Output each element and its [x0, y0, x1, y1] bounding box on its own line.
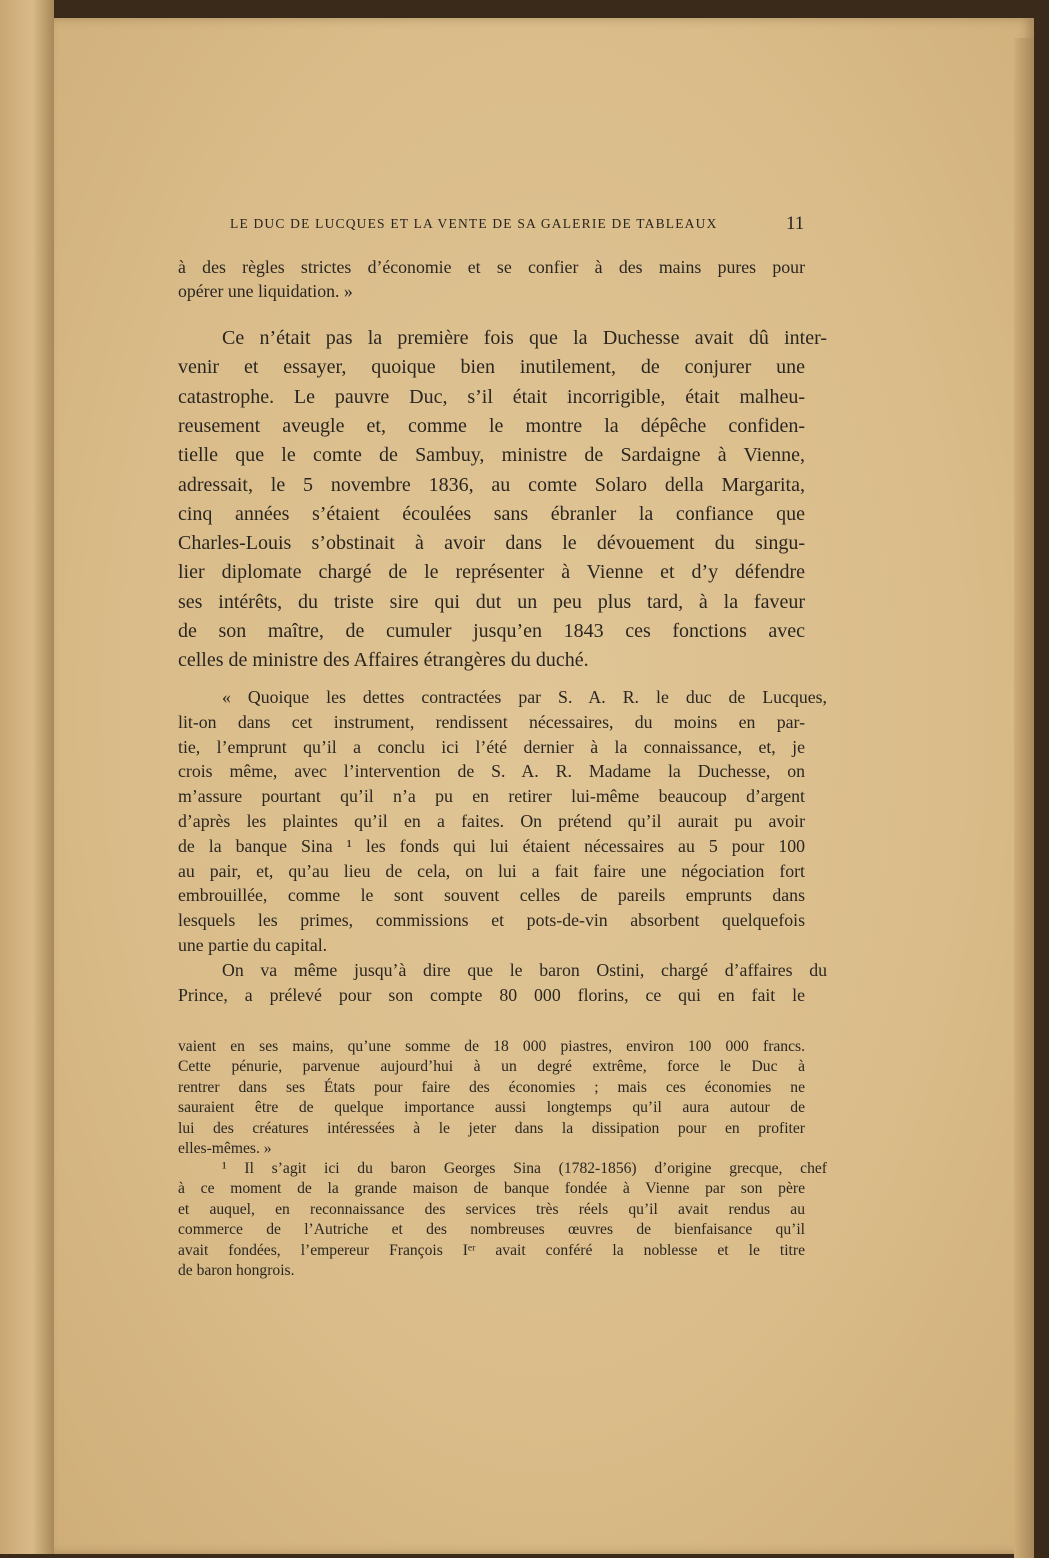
quoted-dispatch-line: tie, l’emprunt qu’il a conclu ici l’été dernier à la connaissance, et, je [178, 736, 805, 757]
body-paragraph-line: celles de ministre des Affaires étrangères du duché. [178, 649, 589, 672]
quoted-dispatch-line: lesquels les primes, commissions et pots-de-vin absorbent quelquefois [178, 910, 805, 931]
footnote-continuation-line: rentrer dans ses États pour faire des économies ; mais ces économies ne [178, 1078, 805, 1096]
quoted-dispatch-line: une partie du capital. [178, 935, 328, 955]
body-paragraph-line: adressait, le 5 novembre 1836, au comte Solaro della Margarita, [178, 473, 805, 496]
body-paragraph-line: venir et essayer, quoique bien inutilement, de conjurer une [178, 356, 805, 379]
quoted-dispatch-line: embrouillée, comme le sont souvent celles de pareils emprunts dans [178, 885, 805, 906]
quoted-dispatch-line: « Quoique les dettes contractées par S. A. R. le duc de Lucques, [222, 687, 827, 707]
body-paragraph-line: de son maître, de cumuler jusqu’en 1843 ces fonctions avec [178, 620, 805, 642]
paragraph-continuation-line: à des règles strictes d’économie et se confier à des mains pures pour [178, 257, 805, 277]
paragraph-continuation-line: opérer une liquidation. » [178, 281, 353, 302]
footnote-1-line: ¹ Il s’agit ici du baron Georges Sina (1782-1856) d’origine grecque, chef [222, 1160, 827, 1177]
quoted-dispatch-line: crois même, avec l’intervention de S. A. R. Madame la Duchesse, on [178, 761, 805, 782]
quoted-dispatch-line: m’assure pourtant qu’il n’a pu en retirer lui-même beaucoup d’argent [178, 786, 805, 807]
footnote-1-line: et auquel, en reconnaissance des services très réels qu’il avait rendus au [178, 1200, 805, 1218]
footnote-1-line: commerce de l’Autriche et des nombreuses œuvres de bienfaisance qu’il [178, 1221, 805, 1239]
footnote-1-line: à ce moment de la grande maison de banque fondée à Vienne par son père [178, 1180, 805, 1198]
quoted-dispatch-line: lit-on dans cet instrument, rendissent nécessaires, du moins en par- [178, 711, 805, 732]
body-paragraph-line: catastrophe. Le pauvre Duc, s’il était incorrigible, était malheu- [178, 385, 805, 408]
running-header: LE DUC DE LUCQUES ET LA VENTE DE SA GALERIE DE TABLEAUX [230, 216, 718, 231]
quoted-dispatch-line: d’après les plaintes qu’il en a faites. On prétend qu’il aurait pu avoir [178, 811, 805, 831]
footnote-1-line: de baron hongrois. [178, 1262, 295, 1279]
body-paragraph-ostini-line: On va même jusqu’à dire que le baron Ostini, chargé d’affaires du [222, 960, 827, 980]
body-paragraph-line: lier diplomate chargé de le représenter à Vienne et d’y défendre [178, 561, 805, 584]
footnote-continuation-line: sauraient être de quelque importance aussi longtemps qu’il aura autour de [178, 1099, 805, 1117]
page-edge [1014, 38, 1034, 1558]
footnote-continuation-line: elles-mêmes. » [178, 1140, 272, 1157]
body-paragraph-line: Charles-Louis s’obstinait à avoir dans le dévouement du singu- [178, 532, 805, 555]
footnote-1-line: avait fondées, l’empereur François Iᵉʳ avait conféré la noblesse et le titre [178, 1241, 805, 1259]
body-paragraph-line: Ce n’était pas la première fois que la Duchesse avait dû inter- [222, 327, 827, 349]
body-paragraph-line: cinq années s’étaient écoulées sans ébranler la confiance que [178, 502, 805, 525]
body-paragraph-line: tielle que le comte de Sambuy, ministre de Sardaigne à Vienne, [178, 444, 805, 467]
page-number: 11 [786, 213, 805, 234]
previous-page-edge [0, 0, 54, 1554]
footnote-continuation-line: vaient en ses mains, qu’une somme de 18 000 piastres, environ 100 000 francs. [178, 1038, 805, 1055]
body-paragraph-line: reusement aveugle et, comme le montre la dépêche confiden- [178, 414, 805, 437]
body-paragraph-ostini-line: Prince, a prélevé pour son compte 80 000 florins, ce qui en fait le [178, 984, 805, 1005]
body-paragraph-line: ses intérêts, du triste sire qui dut un peu plus tard, à la faveur [178, 590, 805, 613]
footnote-continuation-line: Cette pénurie, parvenue aujourd’hui à un degré extrême, force le Duc à [178, 1058, 805, 1076]
quoted-dispatch-line: au pair, et, qu’au lieu de cela, on lui a fait faire une négociation fort [178, 860, 805, 881]
footnote-continuation-line: lui des créatures intéressées à le jeter dans la dissipation pour en profiter [178, 1119, 805, 1137]
quoted-dispatch-line: de la banque Sina ¹ les fonds qui lui étaient nécessaires au 5 pour 100 [178, 835, 805, 856]
